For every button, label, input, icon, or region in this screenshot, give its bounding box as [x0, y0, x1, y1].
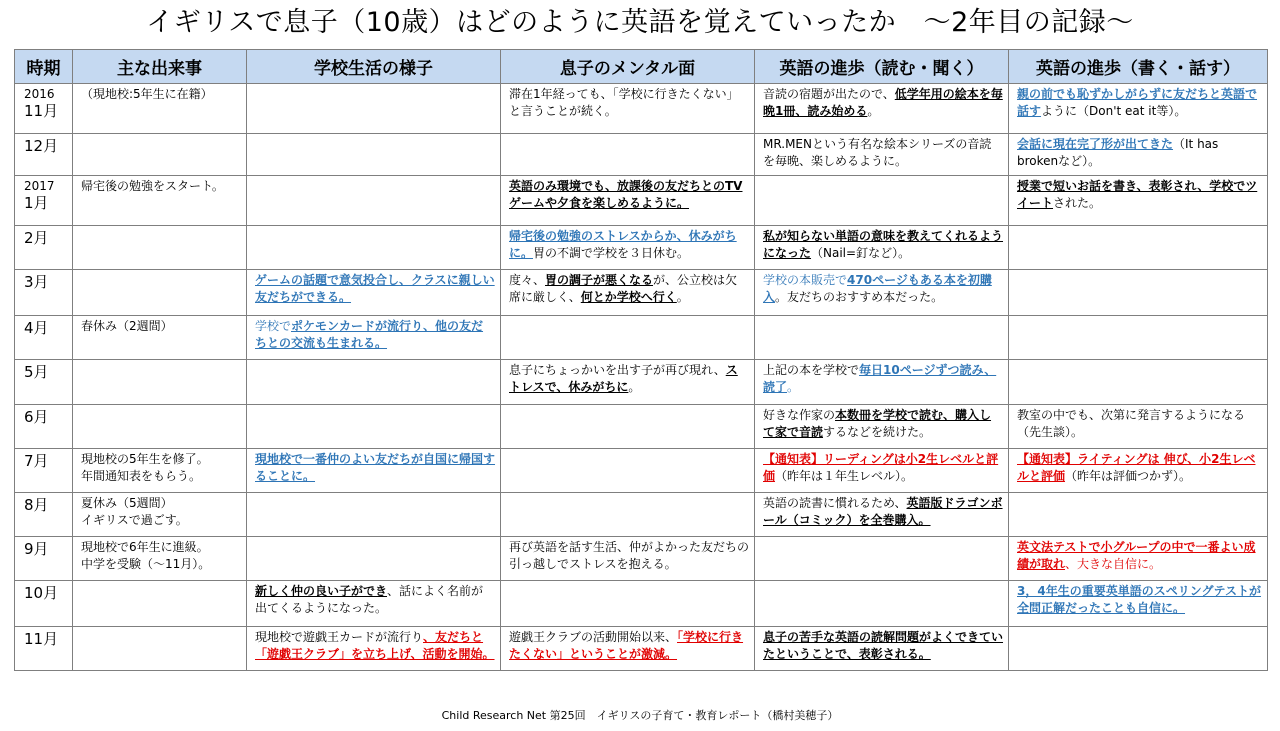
cell-text: 教室の中でも、次第に発言するようになる（先生談）。: [1017, 408, 1246, 439]
english-write-speak-cell: [1009, 226, 1268, 270]
english-read-listen-cell: [755, 226, 1009, 270]
cell-text: 本数冊を学校で読む、購入して家で音読: [763, 408, 992, 439]
table-row: [15, 316, 1268, 360]
english-read-listen-cell: [755, 405, 1009, 449]
cell-text: 「学校に行きたくない」ということが激減。: [509, 630, 744, 661]
cell-text: （Nail=釘など）。: [811, 246, 911, 260]
header-main-events: 主な出来事: [73, 50, 247, 84]
school-life-cell: [247, 176, 501, 226]
year-label: 2016: [24, 87, 55, 101]
main-events-cell: [73, 270, 247, 316]
cell-text: （It has brokenなど）。: [1017, 137, 1219, 168]
year-label: 2017: [24, 179, 55, 193]
table-row: [15, 537, 1268, 581]
cell-text: 胃の調子が悪くなる: [545, 273, 654, 287]
cell-text: （昨年は１年生レベル）。: [775, 469, 914, 483]
english-read-listen-cell: [755, 316, 1009, 360]
english-read-listen-cell: [755, 84, 1009, 134]
cell-text: 現地校で一番仲のよい友だちが自国に帰国することに。: [255, 452, 496, 483]
cell-text: 好きな作家の: [763, 408, 836, 422]
cell-text: 英文法テストで小グループの中で一番よい成績が取れ: [1017, 540, 1256, 571]
cell-text: 【通知表】ライティングは 伸び、小2生レベルと評価: [1017, 452, 1256, 483]
cell-text: 低学年用の絵本を毎晩1冊、読み始める: [763, 87, 1003, 118]
main-events-cell: [73, 627, 247, 671]
cell-text: 毎日10ページずつ読み、読了: [763, 363, 997, 394]
mental-cell: [501, 316, 755, 360]
table-row: [15, 627, 1268, 671]
table-row: [15, 581, 1268, 627]
header-period: 時期: [15, 50, 73, 84]
cell-text: ゲームの話題で意気投合し、クラスに親しい友だちができる。: [255, 273, 495, 304]
school-life-cell: [247, 360, 501, 405]
cell-text: 英語版ドラゴンボール（コミック）を全巻購入。: [763, 496, 1003, 527]
period-cell: [15, 84, 73, 134]
cell-text: 夏休み（5週間）: [81, 496, 173, 510]
school-life-cell: [247, 627, 501, 671]
cell-text: 学校で: [255, 319, 292, 333]
month-label: 1月: [24, 194, 49, 212]
period-cell: [15, 627, 73, 671]
cell-text: イギリスで過ごす。: [81, 513, 188, 527]
header-english-write-speak: 英語の進歩（書く・話す）: [1009, 50, 1268, 84]
english-write-speak-cell: [1009, 581, 1268, 627]
cell-text: 年間通知表をもらう。: [81, 469, 202, 483]
month-label: 10月: [24, 584, 59, 602]
month-label: 9月: [24, 540, 49, 558]
english-write-speak-cell: [1009, 360, 1268, 405]
english-write-speak-cell: [1009, 134, 1268, 176]
period-cell: [15, 270, 73, 316]
cell-text: 親の前でも恥ずかしがらずに友だちと英語で話す: [1017, 87, 1258, 118]
english-read-listen-cell: [755, 627, 1009, 671]
month-label: 11月: [24, 630, 59, 648]
english-write-speak-cell: [1009, 405, 1268, 449]
main-events-cell: [73, 493, 247, 537]
school-life-cell: [247, 134, 501, 176]
cell-text: 上記の本を学校で: [763, 363, 860, 377]
cell-text: 胃の不調で学校を３日休む。: [533, 246, 690, 260]
period-cell: [15, 581, 73, 627]
cell-text: するなどを続けた。: [823, 425, 932, 439]
mental-cell: [501, 405, 755, 449]
mental-cell: [501, 84, 755, 134]
english-write-speak-cell: [1009, 449, 1268, 493]
cell-text: 息子の苦手な英語の読解問題がよくできていたということで、表彰される。: [763, 630, 1004, 661]
month-label: 6月: [24, 408, 49, 426]
school-life-cell: [247, 84, 501, 134]
english-read-listen-cell: [755, 581, 1009, 627]
cell-text: 【通知表】リーディングは小2生レベルと評価: [763, 452, 999, 483]
cell-text: 。: [628, 380, 641, 394]
school-life-cell: [247, 537, 501, 581]
cell-text: 470ページもある本を初購入: [763, 273, 992, 304]
english-write-speak-cell: [1009, 84, 1268, 134]
english-read-listen-cell: [755, 449, 1009, 493]
main-events-cell: [73, 537, 247, 581]
cell-text: 帰宅後の勉強のストレスからか、休みがちに。: [509, 229, 737, 260]
table-row: [15, 493, 1268, 537]
cell-text: 息子にちょっかいを出す子が再び現れ、: [509, 363, 726, 377]
table-row: [15, 270, 1268, 316]
cell-text: 中学を受験（～11月）。: [81, 557, 211, 571]
english-read-listen-cell: [755, 493, 1009, 537]
cell-text: 英語のみ環境でも、放課後の友だちとのTVゲームや夕食を楽しめるように。: [509, 179, 743, 210]
english-write-speak-cell: [1009, 270, 1268, 316]
mental-cell: [501, 134, 755, 176]
school-life-cell: [247, 270, 501, 316]
cell-text: 、大きな自信に。: [1065, 557, 1162, 571]
cell-text: 何とか学校へ行く: [580, 290, 677, 304]
cell-text: ように（Don't eat it等）。: [1041, 104, 1187, 118]
cell-text: 3，4年生の重要英単語のスペリングテストが全問正解だったことも自信に。: [1017, 584, 1261, 615]
period-cell: [15, 449, 73, 493]
english-write-speak-cell: [1009, 627, 1268, 671]
main-events-cell: [73, 581, 247, 627]
header-english-read-listen: 英語の進歩（読む・聞く）: [755, 50, 1009, 84]
english-read-listen-cell: [755, 360, 1009, 405]
english-write-speak-cell: [1009, 176, 1268, 226]
mental-cell: [501, 449, 755, 493]
main-events-cell: [73, 84, 247, 134]
cell-text: 春休み（2週間）: [81, 319, 173, 333]
month-label: 5月: [24, 363, 49, 381]
table-row: [15, 226, 1268, 270]
period-cell: [15, 316, 73, 360]
english-write-speak-cell: [1009, 493, 1268, 537]
cell-text: 新しく仲の良い子ができ: [255, 584, 388, 598]
school-life-cell: [247, 226, 501, 270]
cell-text: 滞在1年経っても、「学校に行きたくない」と言うことが続く。: [509, 87, 739, 118]
cell-text: 私が知らない単語の意味を教えてくれるようになった: [763, 229, 1004, 260]
month-label: 8月: [24, 496, 49, 514]
mental-cell: [501, 176, 755, 226]
table-header-row: [15, 50, 1268, 84]
cell-text: が、公立校は欠席に厳しく、: [509, 273, 738, 304]
mental-cell: [501, 493, 755, 537]
cell-text: 現地校で6年生に進級。: [81, 540, 209, 554]
month-label: 4月: [24, 319, 49, 337]
cell-text: 授業で短いお話を書き、表彰され、学校でツイート: [1017, 179, 1258, 210]
mental-cell: [501, 627, 755, 671]
main-events-cell: [73, 360, 247, 405]
header-mental: 息子のメンタル面: [501, 50, 755, 84]
period-cell: [15, 360, 73, 405]
table-row: [15, 176, 1268, 226]
cell-text: された。: [1053, 196, 1102, 210]
footer-credit: Child Research Net 第25回 イギリスの子育て・教育レポート（橋村美穂子）: [441, 709, 839, 722]
cell-text: 英語の読書に慣れるため、: [763, 496, 907, 510]
mental-cell: [501, 360, 755, 405]
table-row: [15, 360, 1268, 405]
cell-text: 。: [787, 380, 800, 394]
cell-text: 再び英語を話す生活、仲がよかった友だちの引っ越しでストレスを抱える。: [509, 540, 750, 571]
table-body: [15, 84, 1268, 671]
period-cell: [15, 493, 73, 537]
cell-text: MR.MENという有名な絵本シリーズの音読を毎晩、楽しめるように。: [763, 137, 992, 168]
english-write-speak-cell: [1009, 316, 1268, 360]
main-events-cell: [73, 134, 247, 176]
mental-cell: [501, 270, 755, 316]
main-events-cell: [73, 176, 247, 226]
school-life-cell: [247, 405, 501, 449]
period-cell: [15, 537, 73, 581]
school-life-cell: [247, 316, 501, 360]
progress-table: [14, 49, 1268, 671]
mental-cell: [501, 226, 755, 270]
page-title: イギリスで息子（10歳）はどのように英語を覚えていったか ～2年目の記録～: [146, 7, 1134, 38]
table-row: [15, 84, 1268, 134]
mental-cell: [501, 537, 755, 581]
month-label: 2月: [24, 229, 49, 247]
main-events-cell: [73, 316, 247, 360]
cell-text: 現地校で遊戯王カードが流行り: [255, 630, 424, 644]
cell-text: 度々、: [509, 273, 546, 287]
cell-text: 学校の本販売で: [763, 273, 848, 287]
month-label: 7月: [24, 452, 49, 470]
table-row: [15, 449, 1268, 493]
month-label: 3月: [24, 273, 49, 291]
month-label: 12月: [24, 137, 59, 155]
english-read-listen-cell: [755, 176, 1009, 226]
month-label: 11月: [24, 102, 59, 120]
period-cell: [15, 134, 73, 176]
cell-text: 。: [867, 104, 880, 118]
cell-text: 帰宅後の勉強をスタート。: [81, 179, 224, 193]
cell-text: ストレスで、休みがちに: [509, 363, 738, 394]
mental-cell: [501, 581, 755, 627]
cell-text: （昨年は評価つかず）。: [1065, 469, 1192, 483]
cell-text: 音読の宿題が出たので、: [763, 87, 895, 101]
main-events-cell: [73, 449, 247, 493]
english-read-listen-cell: [755, 134, 1009, 176]
cell-text: 、友だちと「遊戯王クラブ」を立ち上げ、活動を開始。: [255, 630, 495, 661]
period-cell: [15, 226, 73, 270]
cell-text: 現地校の5年生を修了。: [81, 452, 209, 466]
cell-text: ポケモンカードが流行り、他の友だちとの交流も生まれる。: [255, 319, 484, 350]
school-life-cell: [247, 449, 501, 493]
cell-text: 。: [676, 290, 689, 304]
school-life-cell: [247, 581, 501, 627]
cell-text: （現地校:5年生に在籍）: [81, 87, 213, 101]
english-read-listen-cell: [755, 270, 1009, 316]
table-row: [15, 405, 1268, 449]
table-row: [15, 134, 1268, 176]
cell-text: 。友だちのおすすめ本だった。: [775, 290, 944, 304]
period-cell: [15, 176, 73, 226]
cell-text: 遊戯王クラブの活動開始以来、: [509, 630, 678, 644]
school-life-cell: [247, 493, 501, 537]
english-read-listen-cell: [755, 537, 1009, 581]
cell-text: 、話によく名前が出てくるようになった。: [255, 584, 484, 615]
period-cell: [15, 405, 73, 449]
cell-text: 会話に現在完了形が出てきた: [1017, 137, 1174, 151]
main-events-cell: [73, 405, 247, 449]
main-events-cell: [73, 226, 247, 270]
english-write-speak-cell: [1009, 537, 1268, 581]
header-school-life: 学校生活の様子: [247, 50, 501, 84]
